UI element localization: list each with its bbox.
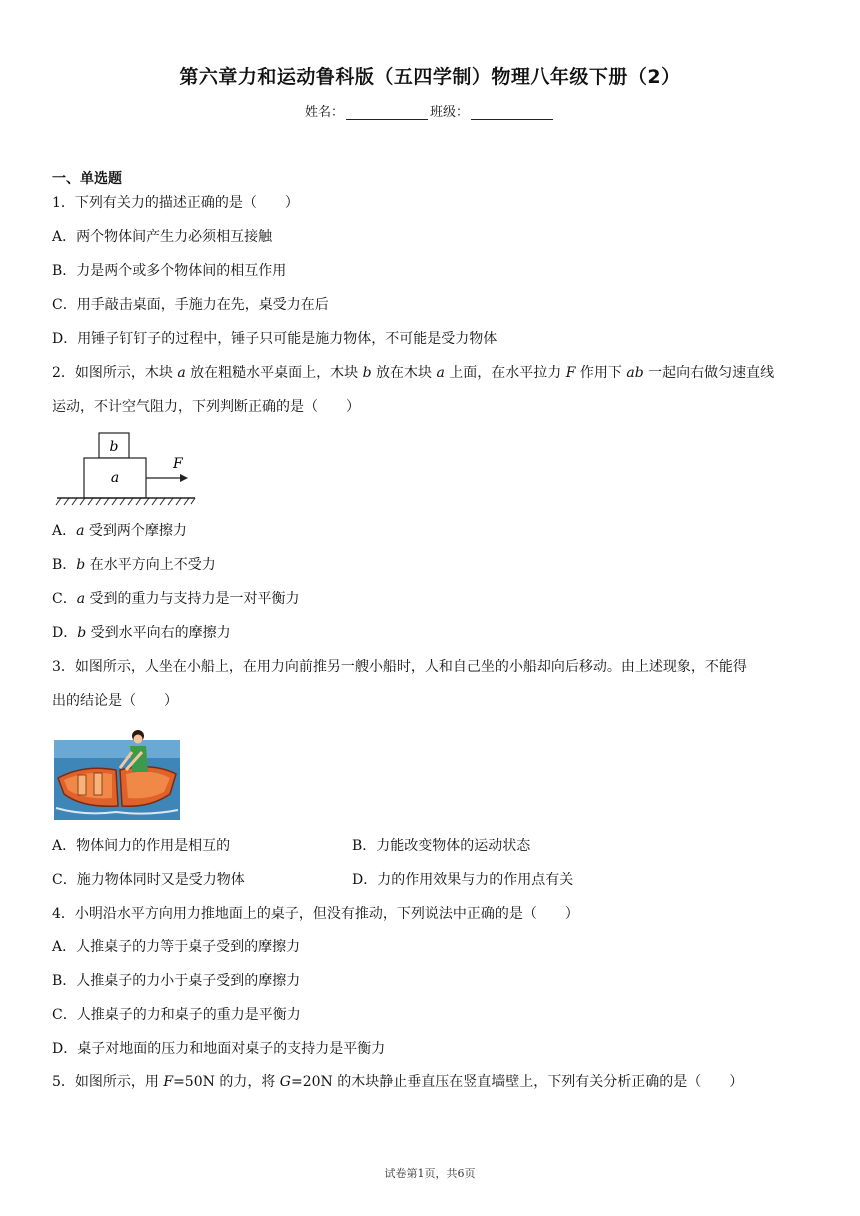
option-text: 受到的重力与支持力是一对平衡力 bbox=[85, 591, 300, 607]
var-ab: ab bbox=[626, 365, 644, 381]
q2-text: 2．如图所示，木块 bbox=[52, 365, 178, 381]
q3-option-b: B．力能改变物体的运动状态 bbox=[352, 838, 531, 854]
name-blank bbox=[346, 106, 428, 120]
var-g: G bbox=[279, 1074, 291, 1090]
q4-option-a: A．人推桌子的力等于桌子受到的摩擦力 bbox=[52, 939, 301, 955]
class-blank bbox=[471, 106, 553, 120]
q2-option-d bbox=[52, 623, 231, 643]
q3-stem-line1: 3．如图所示，人坐在小船上，在用力向前推另一艘小船时，人和自己坐的小船却向后移动。由上述现象，不能得 bbox=[52, 659, 747, 675]
block-a-label: a bbox=[110, 470, 120, 486]
blocks-diagram bbox=[55, 430, 200, 512]
q4-option-c: C．人推桌子的力和桌子的重力是平衡力 bbox=[52, 1007, 301, 1023]
q5-text: =20N 的木块静止垂直压在竖直墙壁上，下列有关分析正确的是（ ） bbox=[290, 1074, 744, 1090]
var-f: F bbox=[565, 365, 576, 381]
option-text: 受到两个摩擦力 bbox=[84, 523, 187, 539]
q3-option-c: C．施力物体同时又是受力物体 bbox=[52, 872, 245, 888]
q2-option-a bbox=[52, 521, 187, 541]
var-f: F bbox=[163, 1074, 174, 1090]
person-body bbox=[130, 746, 148, 772]
q1-option-b: B．力是两个或多个物体间的相互作用 bbox=[52, 263, 287, 279]
class-label: 班级： bbox=[430, 105, 470, 120]
q2-option-c bbox=[52, 589, 300, 609]
var-a: a bbox=[76, 591, 86, 607]
ground-hatching bbox=[56, 498, 195, 505]
q3-option-a: A．物体间力的作用是相互的 bbox=[52, 838, 231, 854]
q1-option-c: C．用手敲击桌面，手施力在先，桌受力在后 bbox=[52, 297, 329, 313]
name-label: 姓名： bbox=[304, 105, 344, 120]
force-label: F bbox=[173, 456, 183, 472]
option-prefix: C． bbox=[52, 591, 77, 607]
q2-text: 一起向右做匀速直线 bbox=[643, 365, 775, 381]
q4-option-d: D．桌子对地面的压力和地面对桌子的支持力是平衡力 bbox=[52, 1041, 386, 1057]
q1-option-d: D．用锤子钉钉子的过程中，锤子只可能是施力物体，不可能是受力物体 bbox=[52, 331, 498, 347]
q3-option-d: D．力的作用效果与力的作用点有关 bbox=[352, 872, 574, 888]
q1-stem: 1．下列有关力的描述正确的是（ ） bbox=[52, 195, 299, 211]
var-a: a bbox=[436, 365, 445, 381]
q1-option-a: A．两个物体间产生力必须相互接触 bbox=[52, 229, 273, 245]
page-title: 第六章力和运动鲁科版（五四学制）物理八年级下册（2） bbox=[179, 66, 681, 88]
option-text: 在水平方向上不受力 bbox=[85, 557, 216, 573]
option-prefix: B． bbox=[52, 557, 77, 573]
q2-text: 放在木块 bbox=[371, 365, 437, 381]
q2-text: 作用下 bbox=[575, 365, 627, 381]
page-footer: 试卷第1页，共6页 bbox=[384, 1167, 476, 1180]
q5-text: =50N 的力，将 bbox=[173, 1074, 280, 1090]
var-b: b bbox=[77, 625, 87, 641]
option-prefix: D． bbox=[52, 625, 78, 641]
var-a: a bbox=[76, 523, 85, 539]
q4-stem: 4．小明沿水平方向用力推地面上的桌子，但没有推动，下列说法中正确的是（ ） bbox=[52, 906, 579, 922]
option-prefix: A． bbox=[52, 523, 77, 539]
var-a: a bbox=[177, 365, 186, 381]
q3-stem-line2: 出的结论是（ ） bbox=[52, 693, 178, 709]
force-arrowhead bbox=[180, 474, 188, 482]
q5-text: 5．如图所示，用 bbox=[52, 1074, 164, 1090]
var-b: b bbox=[76, 557, 86, 573]
q2-option-b bbox=[52, 555, 216, 575]
var-b: b bbox=[362, 365, 372, 381]
boats-illustration bbox=[54, 728, 180, 820]
name-class-line bbox=[0, 101, 860, 120]
q2-stem-line1 bbox=[52, 363, 774, 383]
q2-text: 放在粗糙水平桌面上，木块 bbox=[185, 365, 363, 381]
q2-stem-line2: 运动，不计空气阻力，下列判断正确的是（ ） bbox=[52, 399, 360, 415]
q5-stem bbox=[52, 1072, 743, 1092]
option-text: 受到水平向右的摩擦力 bbox=[86, 625, 231, 641]
block-b-label: b bbox=[109, 439, 119, 455]
section-heading: 一、单选题 bbox=[52, 171, 122, 187]
q2-text: 上面，在水平拉力 bbox=[444, 365, 566, 381]
q4-option-b: B．人推桌子的力小于桌子受到的摩擦力 bbox=[52, 973, 301, 989]
